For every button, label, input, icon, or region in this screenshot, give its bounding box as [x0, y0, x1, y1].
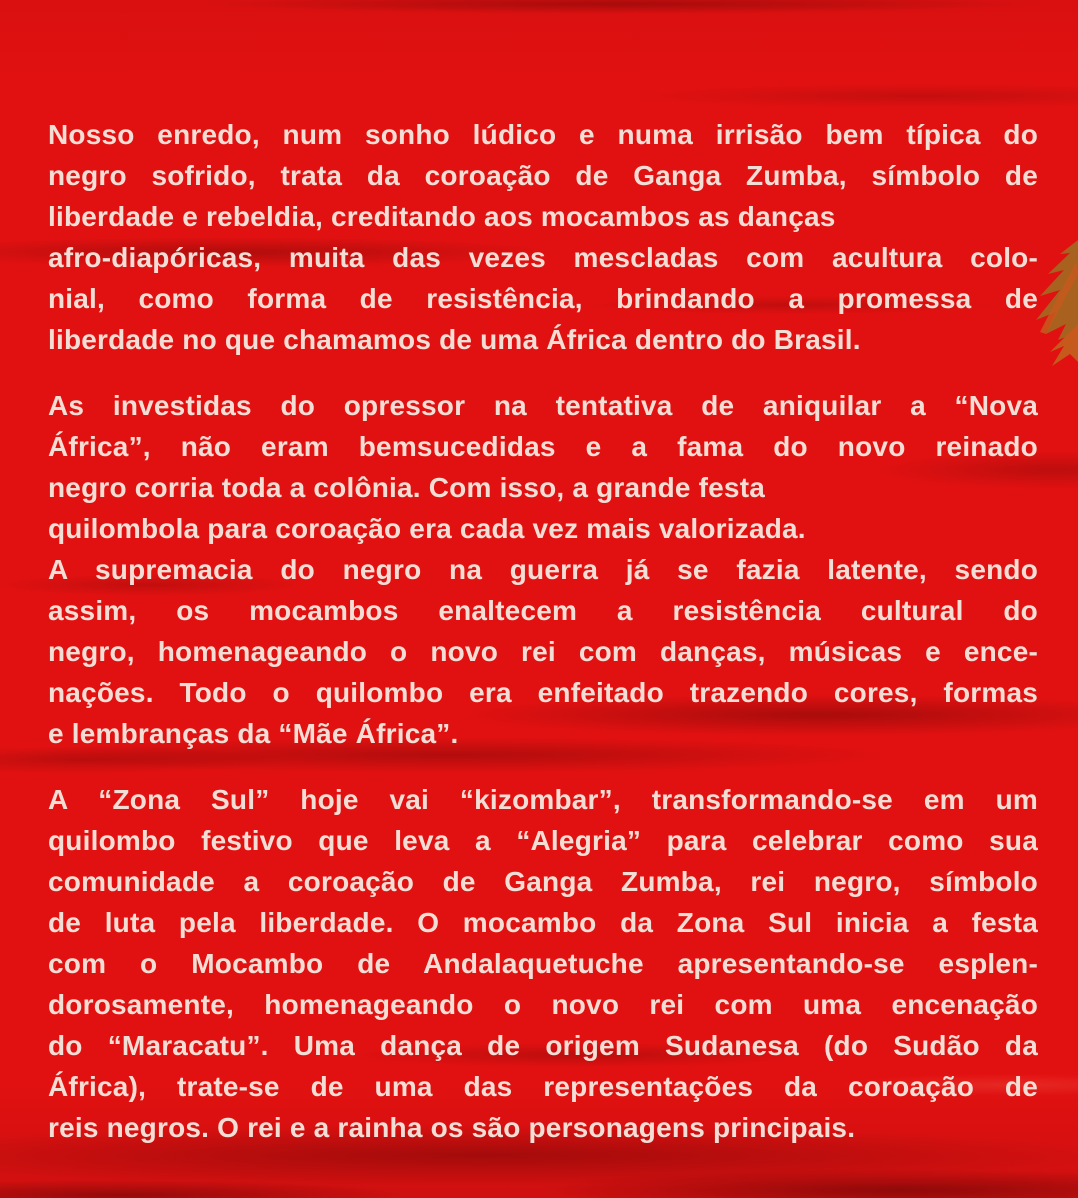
- text-line: nações. Todo o quilombo era enfeitado trazendo cores, formas: [48, 677, 1038, 708]
- text-line: liberdade no que chamamos de uma África dentro do Brasil.: [48, 324, 861, 355]
- text-line: afro-diapóricas, muita das vezes mescladas com acultura colo-: [48, 242, 1038, 273]
- text-line: quilombo festivo que leva a “Alegria” para celebrar como sua: [48, 825, 1038, 856]
- text-line: A supremacia do negro na guerra já se fazia latente, sendo: [48, 554, 1038, 585]
- paragraph-1: [48, 114, 1038, 360]
- text-line: negro, homenageando o novo rei com danças, músicas e ence-: [48, 636, 1038, 667]
- text-line: negro sofrido, trata da coroação de Ganga Zumba, símbolo de: [48, 160, 1038, 191]
- text-line: do “Maracatu”. Uma dança de origem Sudanesa (do Sudão da: [48, 1030, 1038, 1061]
- text-line: As investidas do opressor na tentativa de aniquilar a “Nova: [48, 390, 1038, 421]
- text-line: dorosamente, homenageando o novo rei com uma encenação: [48, 989, 1038, 1020]
- text-line: liberdade e rebeldia, creditando aos mocambos as danças: [48, 201, 836, 232]
- text-line: de luta pela liberdade. O mocambo da Zona Sul inicia a festa: [48, 907, 1038, 938]
- text-line: Nosso enredo, num sonho lúdico e numa irrisão bem típica do: [48, 119, 1038, 150]
- text-line: e lembranças da “Mãe África”.: [48, 718, 459, 749]
- text-line: A “Zona Sul” hoje vai “kizombar”, transformando-se em um: [48, 784, 1038, 815]
- paragraph-2: [48, 385, 1038, 754]
- enredo-text: [48, 114, 1038, 1148]
- text-line: reis negros. O rei e a rainha os são personagens principais.: [48, 1112, 856, 1143]
- text-line: África), trate-se de uma das representações da coroação de: [48, 1071, 1038, 1102]
- paragraph-3: [48, 779, 1038, 1148]
- text-line: quilombola para coroação era cada vez mais valorizada.: [48, 513, 806, 544]
- text-line: comunidade a coroação de Ganga Zumba, rei negro, símbolo: [48, 866, 1038, 897]
- text-line: assim, os mocambos enaltecem a resistência cultural do: [48, 595, 1038, 626]
- text-line: com o Mocambo de Andalaquetuche apresentando-se esplen-: [48, 948, 1038, 979]
- feather-brushstroke-decoration: [1024, 240, 1078, 368]
- text-line: nial, como forma de resistência, brindando a promessa de: [48, 283, 1038, 314]
- text-line: África”, não eram bemsucedidas e a fama do novo reinado: [48, 431, 1038, 462]
- text-line: negro corria toda a colônia. Com isso, a grande festa: [48, 472, 765, 503]
